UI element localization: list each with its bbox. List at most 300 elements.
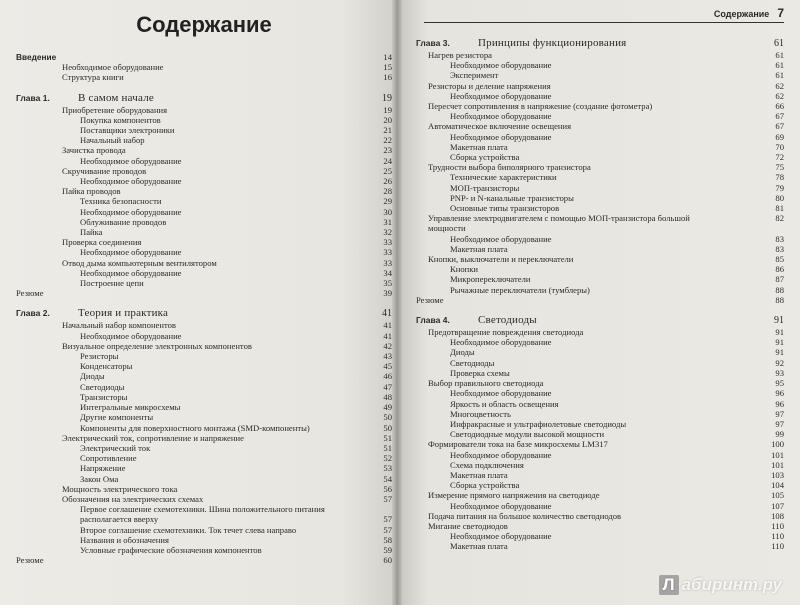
- toc-page-number: 46: [383, 371, 392, 382]
- toc-page-number: 87: [775, 274, 784, 285]
- page-number: 7: [777, 6, 784, 20]
- toc-chapter-row: [16, 307, 392, 320]
- toc-entry-row: [16, 145, 392, 155]
- toc-entry-title: Пайка: [80, 227, 103, 238]
- toc-page-number: 22: [383, 135, 392, 146]
- toc-page-number: 60: [383, 555, 392, 566]
- toc-page-number: 41: [382, 308, 392, 320]
- toc-entry-title: Напряжение: [80, 463, 126, 474]
- toc-page-number: 53: [383, 463, 392, 474]
- toc-entry-row: [416, 480, 784, 490]
- toc-entry-title: Макетная плата: [450, 541, 508, 552]
- toc-entry-row: [16, 463, 392, 473]
- toc-page-number: 35: [383, 278, 392, 289]
- toc-entry-title: Светодиодные модули высокой мощности: [450, 429, 605, 440]
- toc-entry-row: [416, 521, 784, 531]
- toc-entry-title: Резюме: [416, 294, 444, 305]
- toc-entry-title: Микропереключатели: [450, 274, 531, 285]
- toc-entry-title: Необходимое оборудование: [80, 330, 182, 341]
- toc-entry-row: [416, 450, 784, 460]
- toc-entry-row: [416, 460, 784, 470]
- toc-entry-row: [416, 285, 784, 295]
- toc-entry-title: Мигание светодиодов: [428, 520, 508, 531]
- toc-page-number: 57: [383, 514, 392, 525]
- toc-entry-row: [416, 378, 784, 388]
- toc-page-number: 105: [771, 490, 784, 501]
- toc-entry-row: [16, 247, 392, 257]
- toc-entry-title: Принципы функционирования: [478, 37, 627, 49]
- toc-page-number: 20: [383, 114, 392, 125]
- toc-page-number: 30: [383, 206, 392, 217]
- toc-entry-title: Инфракрасные и ультрафиолетовые светодиоды: [450, 418, 627, 429]
- toc-entry-title: Необходимое оборудование: [450, 388, 552, 399]
- toc-entry-title: Структура книги: [62, 72, 124, 83]
- toc-page-number: 97: [775, 418, 784, 429]
- toc-entry-title: Необходимое оборудование: [80, 176, 182, 187]
- toc-page-number: 61: [775, 60, 784, 71]
- toc-entry-row: [16, 258, 392, 268]
- toc-page-number: 72: [775, 152, 784, 163]
- toc-page-number: 86: [775, 264, 784, 275]
- toc-entry-row: [416, 60, 784, 70]
- toc-entry-title: Электрический ток, сопротивление и напряжение: [62, 432, 244, 443]
- toc-entry-title: МОП-транзисторы: [450, 182, 520, 193]
- toc-entry-title: Необходимое оборудование: [450, 500, 552, 511]
- toc-entry-title: Макетная плата: [450, 469, 508, 480]
- toc-page-number: 78: [775, 172, 784, 183]
- toc-page-number: 85: [775, 254, 784, 265]
- toc-page-number: 69: [775, 131, 784, 142]
- toc-entry-row: [416, 142, 784, 152]
- toc-entry-title: Мощность электрического тока: [62, 483, 178, 494]
- toc-entry-row: [416, 193, 784, 203]
- toc-entry-row: [16, 514, 392, 524]
- toc-entry-title: Зачистка провода: [62, 145, 126, 156]
- toc-entry-title: Сопротивление: [80, 453, 137, 464]
- toc-entry-title: Формирователи тока на базе микросхемы LM317: [428, 439, 608, 450]
- toc-entry-title: Управление электродвигателем с помощью МОП-транзистора большой: [428, 213, 690, 224]
- toc-page-number: 19: [382, 92, 392, 104]
- toc-page-number: 62: [775, 80, 784, 91]
- toc-page-number: 56: [383, 483, 392, 494]
- toc-entry-title: Теория и практика: [78, 307, 169, 320]
- toc-entry-row: [16, 361, 392, 371]
- toc-page-number: 19: [383, 104, 392, 115]
- toc-entry-row: [16, 125, 392, 135]
- page-title: Содержание: [136, 12, 272, 37]
- toc-entry-row: [16, 443, 392, 453]
- toc-entry-row: [416, 388, 784, 398]
- toc-entry-title: Резюме: [16, 555, 44, 566]
- toc-page-number: 31: [383, 216, 392, 227]
- toc-entry-row: [416, 295, 784, 305]
- toc-entry-row: [16, 392, 392, 402]
- toc-entry-title: Сборка устройства: [450, 480, 520, 491]
- toc-page-number: 61: [774, 38, 784, 49]
- toc-entry-row: [16, 72, 392, 82]
- toc-page-number: 16: [383, 72, 392, 83]
- toc-entry-row: [416, 132, 784, 142]
- toc-page-number: 67: [775, 121, 784, 132]
- toc-page-number: 45: [383, 361, 392, 372]
- toc-entry-title: Кнопки, выключатели и переключатели: [428, 254, 574, 265]
- toc-page-number: 99: [775, 429, 784, 440]
- toc-entry-title: мощности: [428, 223, 466, 234]
- toc-entry-row: [416, 541, 784, 551]
- toc-page-number: 57: [383, 524, 392, 535]
- toc-entry-title: Обозначения на электрических схемах: [62, 493, 204, 504]
- toc-entry-row: [16, 423, 392, 433]
- toc-entry-row: [416, 111, 784, 121]
- toc-entry-title: Необходимое оборудование: [450, 111, 552, 122]
- toc-page-number: 15: [383, 62, 392, 73]
- toc-entry-row: [16, 320, 392, 330]
- toc-entry-row: [16, 555, 392, 565]
- toc-page-number: 58: [383, 534, 392, 545]
- chapter-label: Глава 3.: [416, 38, 450, 48]
- toc-entry-title: Диоды: [450, 347, 475, 358]
- toc-page-number: 54: [383, 473, 392, 484]
- toc-page-number: 50: [383, 422, 392, 433]
- toc-entry-title: Автоматическое включение освещения: [428, 121, 572, 132]
- toc-page-number: 42: [383, 340, 392, 351]
- toc-entry-title: Компоненты для поверхностного монтажа (SMD-компоненты): [80, 422, 310, 433]
- toc-entry-row: [16, 156, 392, 166]
- toc-entry-row: [16, 62, 392, 72]
- running-head: [424, 6, 784, 23]
- toc-entry-row: [416, 213, 784, 223]
- watermark: [659, 575, 782, 595]
- toc-page-number: 61: [775, 50, 784, 60]
- toc-entry-row: [416, 409, 784, 419]
- toc-entry-row: [416, 511, 784, 521]
- toc-entry-row: [16, 402, 392, 412]
- toc-entry-row: [416, 152, 784, 162]
- toc-entry-row: [416, 531, 784, 541]
- toc-entry-row: [16, 382, 392, 392]
- toc-entry-title: Кнопки: [450, 264, 479, 275]
- toc-entry-row: [16, 52, 392, 62]
- toc-entry-row: [16, 331, 392, 341]
- toc-entry-title: Облуживание проводов: [80, 216, 167, 227]
- toc-entry-title: Первое соглашение схемотехники. Шина положительного питания: [80, 504, 325, 515]
- toc-page-number: 51: [383, 432, 392, 443]
- toc-entry-title: Начальный набор: [80, 135, 145, 146]
- toc-entry-row: [416, 337, 784, 347]
- toc-entry-row: [416, 183, 784, 193]
- toc-entry-row: [16, 453, 392, 463]
- toc-entry-title: Необходимое оборудование: [450, 531, 552, 542]
- toc-page-number: 96: [775, 388, 784, 399]
- toc-page-number: 81: [775, 203, 784, 214]
- toc-page-number: 32: [383, 227, 392, 238]
- toc-entry-title: В самом начале: [78, 91, 154, 104]
- toc-page-number: 50: [383, 412, 392, 423]
- toc-entry-row: [416, 234, 784, 244]
- toc-page-number: 24: [383, 155, 392, 166]
- toc-entry-row: [16, 227, 392, 237]
- toc-page-number: 107: [771, 500, 784, 511]
- toc-page-number: 21: [383, 125, 392, 136]
- toc-entry-title: Транзисторы: [80, 391, 128, 402]
- toc-page-number: 97: [775, 408, 784, 419]
- toc-page-number: 103: [771, 469, 784, 480]
- toc-page-number: 47: [383, 381, 392, 392]
- toc-entry-title: Сборка устройства: [450, 152, 520, 163]
- toc-page-number: 39: [383, 288, 392, 299]
- toc-entry-row: [416, 203, 784, 213]
- toc-entry-row: [416, 274, 784, 284]
- toc-entry-row: [16, 268, 392, 278]
- toc-page-number: 88: [775, 284, 784, 295]
- toc-entry-title: Необходимое оборудование: [80, 267, 182, 278]
- toc-page-number: 29: [383, 196, 392, 207]
- toc-page-number: 100: [771, 439, 784, 450]
- toc-entry-title: Условные графические обозначения компонентов: [80, 544, 262, 555]
- toc-page-number: 92: [775, 357, 784, 368]
- toc-page-number: 52: [383, 453, 392, 464]
- toc-page-number: 33: [383, 247, 392, 258]
- toc-entry-title: Необходимое оборудование: [450, 233, 552, 244]
- toc-entry-title: Другие компоненты: [80, 412, 154, 423]
- toc-entry-title: Выбор правильного светодиода: [428, 378, 544, 389]
- toc-page-number: 91: [775, 347, 784, 358]
- toc-page-number: 91: [775, 327, 784, 338]
- toc-page-number: 80: [775, 192, 784, 203]
- toc-entry-row: [16, 545, 392, 555]
- toc-entry-title: Схема подключения: [450, 459, 524, 470]
- toc-page-number: 57: [383, 493, 392, 504]
- toc-entry-row: [416, 419, 784, 429]
- toc-entry-row: [416, 439, 784, 449]
- watermark-text: абиринт.ру: [681, 575, 782, 594]
- toc-entry-title: Нагрев резистора: [428, 50, 492, 60]
- toc-entry-row: [16, 288, 392, 298]
- toc-entry-row: [416, 501, 784, 511]
- toc-entry-row: [16, 474, 392, 484]
- toc-entry-title: Начальный набор компонентов: [62, 320, 176, 331]
- toc-entry-row: [416, 368, 784, 378]
- toc-entry-row: [416, 399, 784, 409]
- toc-entry-title: располагается вверху: [80, 514, 159, 525]
- toc-entry-row: [416, 429, 784, 439]
- toc-entry-row: [416, 81, 784, 91]
- toc-page-number: 101: [771, 449, 784, 460]
- toc-page-number: 51: [383, 442, 392, 453]
- toc-entry-row: [16, 371, 392, 381]
- right-page: [396, 0, 800, 605]
- toc-entry-row: [416, 470, 784, 480]
- toc-entry-title: PNP- и N-канальные транзисторы: [450, 192, 574, 203]
- toc-entry-row: [16, 412, 392, 422]
- toc-entry-row: [16, 484, 392, 494]
- toc-page-number: 59: [383, 544, 392, 555]
- toc-entry-title: Техника безопасности: [80, 196, 162, 207]
- toc-entry-row: [16, 115, 392, 125]
- toc-entry-title: Скручивание проводов: [62, 165, 147, 176]
- toc-entry-title: Светодиоды: [450, 357, 495, 368]
- toc-page-number: 101: [771, 459, 784, 470]
- toc-entry-row: [416, 244, 784, 254]
- watermark-badge: Л: [659, 575, 679, 595]
- toc-chapter-row: [416, 314, 784, 327]
- toc-page-number: 110: [771, 531, 784, 542]
- toc-page-number: 67: [775, 111, 784, 122]
- toc-page-number: 41: [383, 320, 392, 331]
- toc-page-number: 43: [383, 351, 392, 362]
- toc-entry-row: [16, 341, 392, 351]
- toc-entry-title: Закон Ома: [80, 473, 119, 484]
- chapter-label: Глава 2.: [16, 308, 50, 319]
- toc-entry-title: Диоды: [80, 371, 105, 382]
- toc-entry-title: Резисторы и деление напряжения: [428, 80, 551, 91]
- toc-entry-row: [16, 535, 392, 545]
- toc-entry-title: Электрический ток: [80, 442, 151, 453]
- toc-entry-title: Второе соглашение схемотехники. Ток течет слева направо: [80, 524, 297, 535]
- toc-entry-row: [16, 135, 392, 145]
- toc-entry-title: Названия и обозначения: [80, 534, 169, 545]
- toc-page-number: 83: [775, 243, 784, 254]
- toc-page-number: 82: [775, 213, 784, 224]
- toc-entry-title: Подача питания на большое количество светодиодов: [428, 510, 622, 521]
- toc-entry-row: [16, 433, 392, 443]
- toc-page-number: 88: [775, 294, 784, 305]
- toc-entry-title: Необходимое оборудование: [80, 247, 182, 258]
- toc-entry-row: [416, 347, 784, 357]
- toc-page-number: 41: [383, 330, 392, 341]
- toc-entry-row: [416, 70, 784, 80]
- toc-entry-title: Поставщики электроники: [80, 125, 175, 136]
- toc-entry-row: [16, 105, 392, 115]
- running-head-title: Содержание: [713, 9, 770, 19]
- toc-entry-title: Проверка соединения: [62, 237, 142, 248]
- toc-entry-title: Основные типы транзисторов: [450, 203, 560, 214]
- toc-page-number: 79: [775, 182, 784, 193]
- toc-page-number: 25: [383, 165, 392, 176]
- toc-entry-title: Макетная плата: [450, 141, 508, 152]
- toc-list-left: [16, 52, 392, 565]
- toc-entry-row: [416, 358, 784, 368]
- chapter-label: Глава 4.: [416, 315, 450, 326]
- toc-chapter-row: [416, 37, 784, 50]
- toc-page-number: 93: [775, 367, 784, 378]
- toc-entry-title: Построение цепи: [80, 278, 144, 289]
- toc-page-number: 48: [383, 391, 392, 402]
- toc-chapter-row: [16, 92, 392, 105]
- toc-entry-title: Необходимое оборудование: [450, 131, 552, 142]
- toc-entry-title: Макетная плата: [450, 243, 508, 254]
- toc-list-right: [416, 37, 784, 552]
- toc-entry-title: Приобретение оборудования: [62, 104, 168, 115]
- toc-entry-title: Необходимое оборудование: [80, 155, 182, 166]
- toc-page-number: 75: [775, 162, 784, 173]
- toc-page-number: 26: [383, 176, 392, 187]
- toc-page-number: 110: [771, 541, 784, 552]
- toc-entry-title: Покупка компонентов: [80, 114, 161, 125]
- toc-entry-row: [416, 223, 784, 233]
- toc-entry-title: Необходимое оборудование: [62, 62, 164, 73]
- toc-page-number: 34: [383, 267, 392, 278]
- toc-entry-row: [16, 237, 392, 247]
- toc-entry-title: Необходимое оборудование: [450, 449, 552, 460]
- toc-entry-row: [416, 91, 784, 101]
- toc-page-number: 108: [771, 510, 784, 521]
- toc-entry-title: Трудности выбора биполярного транзистора: [428, 162, 591, 173]
- toc-page-number: 104: [771, 480, 784, 491]
- toc-entry-title: Необходимое оборудование: [450, 90, 552, 101]
- toc-page-number: 62: [775, 90, 784, 101]
- toc-entry-title: Необходимое оборудование: [450, 60, 552, 71]
- toc-entry-title: Пересчет сопротивления в напряжение (создание фотометра): [428, 101, 653, 112]
- toc-entry-row: [16, 525, 392, 535]
- toc-entry-row: [416, 50, 784, 60]
- toc-entry-row: [16, 176, 392, 186]
- toc-page-number: 66: [775, 101, 784, 112]
- toc-page-number: 83: [775, 233, 784, 244]
- toc-page-number: 70: [775, 141, 784, 152]
- toc-entry-title: Необходимое оборудование: [450, 337, 552, 348]
- toc-entry-title: Измерение прямого напряжения на светодиоде: [428, 490, 600, 501]
- toc-entry-row: [16, 217, 392, 227]
- toc-entry-row: [16, 207, 392, 217]
- toc-page-number: 33: [383, 257, 392, 268]
- toc-entry-title: Светодиоды: [478, 314, 537, 327]
- toc-entry-title: Необходимое оборудование: [80, 206, 182, 217]
- toc-page-number: 110: [771, 520, 784, 531]
- toc-entry-row: [416, 254, 784, 264]
- toc-entry-title: Резисторы: [80, 351, 119, 362]
- toc-page-number: 91: [774, 315, 784, 327]
- toc-entry-title: Проверка схемы: [450, 367, 510, 378]
- toc-entry-title: Отвод дыма компьютерным вентилятором: [62, 257, 217, 268]
- toc-entry-row: [16, 504, 392, 514]
- toc-entry-row: [416, 327, 784, 337]
- toc-entry-title: Эксперимент: [450, 70, 499, 81]
- toc-entry-row: [16, 278, 392, 288]
- toc-entry-title: Визуальное определение электронных компонентов: [62, 340, 252, 351]
- toc-entry-title: Конденсаторы: [80, 361, 133, 372]
- toc-entry-title: Введение: [16, 52, 57, 62]
- toc-page-number: 61: [775, 70, 784, 81]
- toc-entry-row: [16, 186, 392, 196]
- toc-entry-row: [16, 166, 392, 176]
- toc-entry-row: [416, 121, 784, 131]
- toc-page-number: 91: [775, 337, 784, 348]
- chapter-label: Глава 1.: [16, 92, 50, 103]
- toc-entry-row: [16, 494, 392, 504]
- toc-page-number: 96: [775, 398, 784, 409]
- toc-entry-row: [416, 101, 784, 111]
- toc-entry-row: [416, 490, 784, 500]
- toc-entry-title: Яркость и область освещения: [450, 398, 559, 409]
- toc-page-number: 49: [383, 402, 392, 413]
- toc-entry-row: [416, 172, 784, 182]
- toc-entry-title: Технические характеристики: [450, 172, 557, 183]
- toc-entry-title: Предотвращение повреждения светодиода: [428, 327, 584, 338]
- toc-entry-title: Светодиоды: [80, 381, 125, 392]
- toc-entry-row: [16, 196, 392, 206]
- book-gutter: [392, 0, 402, 605]
- toc-page-number: 14: [383, 52, 392, 62]
- toc-entry-row: [416, 162, 784, 172]
- toc-page-number: 28: [383, 186, 392, 197]
- toc-page-number: 95: [775, 378, 784, 389]
- toc-entry-row: [16, 351, 392, 361]
- toc-page-number: 33: [383, 237, 392, 248]
- toc-page-number: 23: [383, 145, 392, 156]
- toc-entry-row: [416, 264, 784, 274]
- toc-entry-title: Рычажные переключатели (тумблеры): [450, 284, 590, 295]
